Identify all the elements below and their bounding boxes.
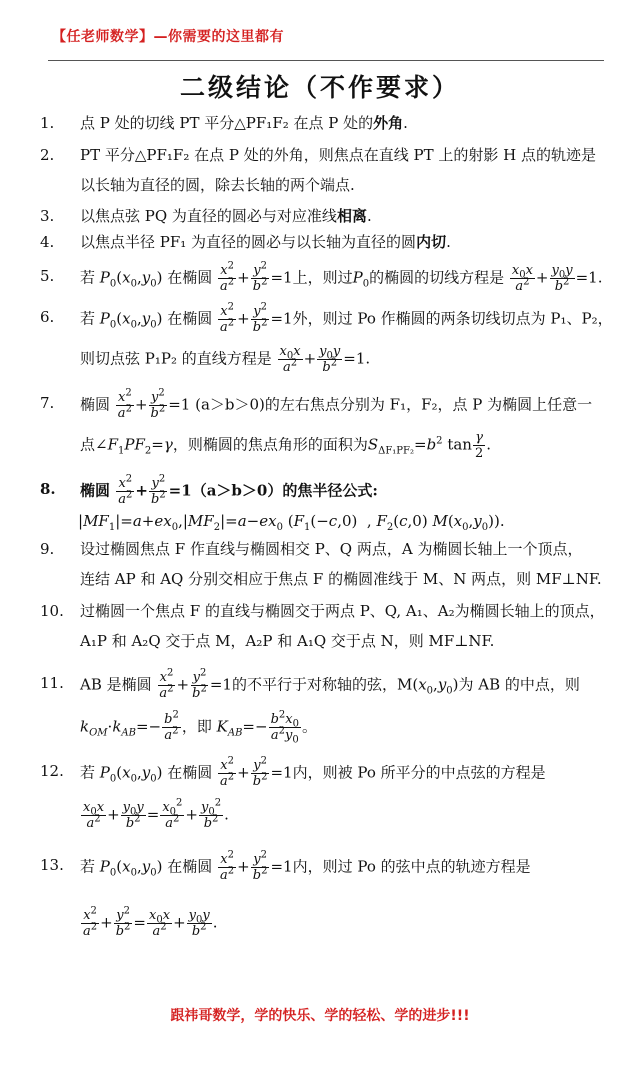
item-number: 12. <box>40 762 64 780</box>
item-number: 5. <box>40 267 55 285</box>
item-number: 6. <box>40 308 55 326</box>
item-number: 7. <box>40 394 55 412</box>
item-text: 以焦点弦 PQ 为直径的圆必与对应准线相离. <box>80 207 372 225</box>
item-text: $k_{OM}\cdot k_{AB}=-$ $\frac{b^2}{a^2}$ ，即 $K_{AB}=-$ $\frac{b^2x_0}{a^2y_0}$ 。 <box>80 709 317 746</box>
item-text: $\frac{x_0x}{a^2}$ + $\frac{y_0y}{b^2}$ = $\frac{x_0^2}{a^2}$ + $\frac{y_0^2}{b^2}$ . <box>83 797 229 831</box>
item-number: 4. <box>40 233 55 251</box>
header-brand: 【任老师数学】—你需要的这里都有 <box>52 29 284 45</box>
footer-slogan: 跟祎哥数学，学的快乐、学的轻松、学的进步!!! <box>170 1008 470 1024</box>
item-text: 若 $P_0(x_0,y_0)$ 在椭圆 $\frac{x^2}{a^2}$ + $\frac{y^2}{b^2}$ =1上，则过$P_0$的椭圆的切线方程是 $\frac{x_0x}{a^2}$ + $\frac{y_0y}{b^2}$ =1. <box>80 260 603 294</box>
item-number: 9. <box>40 540 55 558</box>
item-number: 11. <box>40 674 64 692</box>
item-text: 以长轴为直径的圆，除去长轴的两个端点. <box>80 176 355 194</box>
item-text: A₁P 和 A₂Q 交于点 M，A₂P 和 A₁Q 交于点 N，则 MF⊥NF. <box>80 632 495 650</box>
item-number: 2. <box>40 146 55 164</box>
page-title: 二级结论（不作要求） <box>179 73 460 102</box>
item-text: 连结 AP 和 AQ 分别交相应于焦点 F 的椭圆准线于 M、N 两点，则 MF⊥NF. <box>80 570 602 588</box>
header-rule <box>48 60 604 61</box>
item-text: 过椭圆一个焦点 F 的直线与椭圆交于两点 P、Q, A₁、A₂为椭圆长轴上的顶点， <box>80 602 605 620</box>
item-text: PT 平分△PF₁F₂ 在点 P 处的外角，则焦点在直线 PT 上的射影 H 点的轨迹是 <box>80 146 596 164</box>
item-text: 点 P 处的切线 PT 平分△PF₁F₂ 在点 P 处的外角. <box>80 114 408 132</box>
item-text: 以焦点半径 PF₁ 为直径的圆必与以长轴为直径的圆内切. <box>80 233 451 251</box>
item-number: 10. <box>40 602 64 620</box>
item-text: 则切点弦 P₁P₂ 的直线方程是 $\frac{x_0x}{a^2}$ + $\frac{y_0y}{b^2}$ =1. <box>80 344 371 375</box>
item-text: 椭圆 $\frac{x^2}{a^2}$ + $\frac{y^2}{b^2}$ =1（a＞b＞0）的焦半径公式: <box>80 473 378 507</box>
item-text: 设过椭圆焦点 F 作直线与椭圆相交 P、Q 两点，A 为椭圆长轴上一个顶点， <box>80 540 583 558</box>
item-text: 若 $P_0(x_0,y_0)$ 在椭圆 $\frac{x^2}{a^2}$ + $\frac{y^2}{b^2}$ =1内，则被 Po 所平分的中点弦的方程是 <box>80 755 546 789</box>
item-number: 1. <box>40 114 55 132</box>
item-text: $|MF_1|=a+ex_0,|MF_2|=a-ex_0$ ($F_1(-c,0)$ , $F_2(c,0)$ $M(x_0,y_0)$). <box>78 512 505 533</box>
item-number: 8. <box>40 480 56 498</box>
item-text: 点$\angle F_1PF_2=\gamma$，则椭圆的焦点角形的面积为$S_{\Delta F_1PF_2}=b^2$ tan $\frac{\gamma}{2}$ . <box>80 430 492 461</box>
item-number: 3. <box>40 207 55 225</box>
item-text: 若 $P_0(x_0,y_0)$ 在椭圆 $\frac{x^2}{a^2}$ + $\frac{y^2}{b^2}$ =1外，则过 Po 作椭圆的两条切线切点为 P₁、P₂， <box>80 301 613 335</box>
item-text: AB 是椭圆 $\frac{x^2}{a^2}$ + $\frac{y^2}{b^2}$ =1的不平行于对称轴的弦，$M(x_0,y_0)$为 AB 的中点，则 <box>80 667 580 701</box>
item-text: 若 $P_0(x_0,y_0)$ 在椭圆 $\frac{x^2}{a^2}$ + $\frac{y^2}{b^2}$ =1内，则过 Po 的弦中点的轨迹方程是 <box>80 849 531 883</box>
item-text: $\frac{x^2}{a^2}$ + $\frac{y^2}{b^2}$ = $\frac{x_0x}{a^2}$ + $\frac{y_0y}{b^2}$ . <box>83 905 218 939</box>
item-number: 13. <box>40 856 64 874</box>
item-text: 椭圆 $\frac{x^2}{a^2}$ + $\frac{y^2}{b^2}$ =1 (a＞b＞0)的左右焦点分别为 F₁，F₂，点 P 为椭圆上任意一 <box>80 387 593 421</box>
